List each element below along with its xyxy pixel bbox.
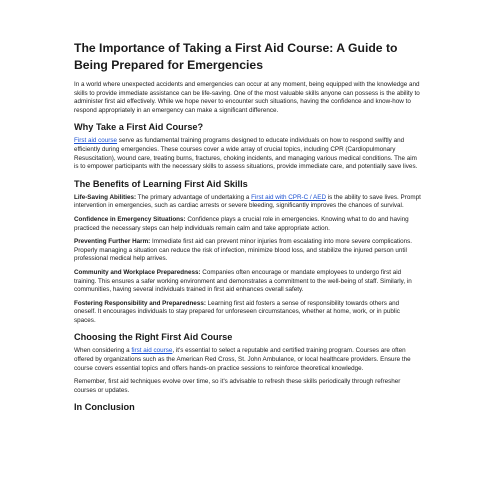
section-heading-conclusion: In Conclusion — [74, 402, 135, 413]
intro-paragraph: In a world where unexpected accidents and emergencies can occur at any moment, being equipped with the knowledge and skills to provide immediate assistance can be life-saving. One of the most valuable skills anyone can possess is the ability to administer first aid effectively. While we hope never to encounter such situations, having the confidence and know-how to respond appropriately in an emergency can make a significant difference. — [74, 81, 420, 114]
benefit-text: The primary advantage of undertaking a — [136, 193, 252, 201]
page-title: The Importance of Taking a First Aid Course: A Guide to Being Prepared for Emergencies — [74, 41, 398, 72]
benefit-confidence — [74, 216, 421, 233]
benefit-text: Learning first aid fosters a sense of responsibility towards others and oneself. It encourages individuals to stay prepared for unforeseen circumstances, whether at home, work, or in public spaces. — [74, 299, 400, 324]
refresh-paragraph: Remember, first aid techniques evolve over time, so it's advisable to refresh these skills periodically through refresher courses or updates. — [74, 378, 401, 394]
why-paragraph — [74, 137, 421, 171]
section-heading-benefits: The Benefits of Learning First Aid Skills — [74, 178, 248, 189]
benefit-text: Companies often encourage or mandate employees to undergo first aid training. This ensures a safer working environment and demonstrates a commitment to the well-being of staff. Similarly, in communities, having several individuals trained in first aid enhances overall safety. — [74, 268, 412, 294]
choosing-text: , it's essential to select a reputable and certified training program. Courses are often offered by organizations such as the American Red Cross, St. John Ambulance, or local healthcare providers. Ensure the course covers essential topics and offers hands-on practice sessions to reinforce theoretical knowledge. — [74, 347, 411, 372]
first-aid-course-link[interactable]: First aid course — [74, 137, 118, 145]
benefit-text: Immediate first aid can prevent minor injuries from escalating into more severe complications. Properly managing a situation can reduce the risk of infection, minimize blood loss, and stabilize the injured person until professional medical help arrives. — [74, 238, 413, 263]
choosing-paragraph — [74, 347, 421, 373]
benefit-label: Fostering Responsibility and Preparedness: — [74, 299, 206, 307]
benefit-responsibility — [74, 300, 421, 326]
benefit-text: is the ability to save lives. Prompt intervention in emergencies, such as cardiac arrests or severe bleeding, significantly improves the chances of survival. — [74, 193, 421, 210]
cpr-aed-link[interactable]: First aid with CPR-C / AED — [251, 193, 326, 201]
benefit-life-saving — [74, 194, 421, 211]
first-aid-course-link-2[interactable]: first aid course — [131, 347, 173, 355]
section-heading-choosing: Choosing the Right First Aid Course — [74, 332, 233, 343]
benefit-preparedness — [74, 269, 421, 295]
benefit-label: Preventing Further Harm: — [74, 238, 151, 246]
benefit-label: Life-Saving Abilities: — [74, 193, 137, 201]
why-text: serve as fundamental training programs designed to educate individuals on how to respond swiftly and efficiently during emergencies. These courses cover a wide array of crucial topics, including CPR (Cardiopulmonary Resuscitation), wound care, treating burns, fractures, choking incidents, and managing various medical conditions. The aim is to empower participants with the necessary skills to assess situations, provide immediate care, and potentially save lives. — [74, 137, 418, 171]
benefit-text: Confidence plays a crucial role in emergencies. Knowing what to do and having practiced the necessary steps can help individuals remain calm and take appropriate action. — [74, 215, 409, 232]
benefit-label: Confidence in Emergency Situations: — [74, 215, 186, 223]
benefit-label: Community and Workplace Preparedness: — [74, 268, 201, 276]
benefit-preventing-harm — [74, 238, 421, 264]
section-heading-why: Why Take a First Aid Course? — [74, 122, 204, 133]
choosing-text: When considering a — [74, 347, 132, 355]
